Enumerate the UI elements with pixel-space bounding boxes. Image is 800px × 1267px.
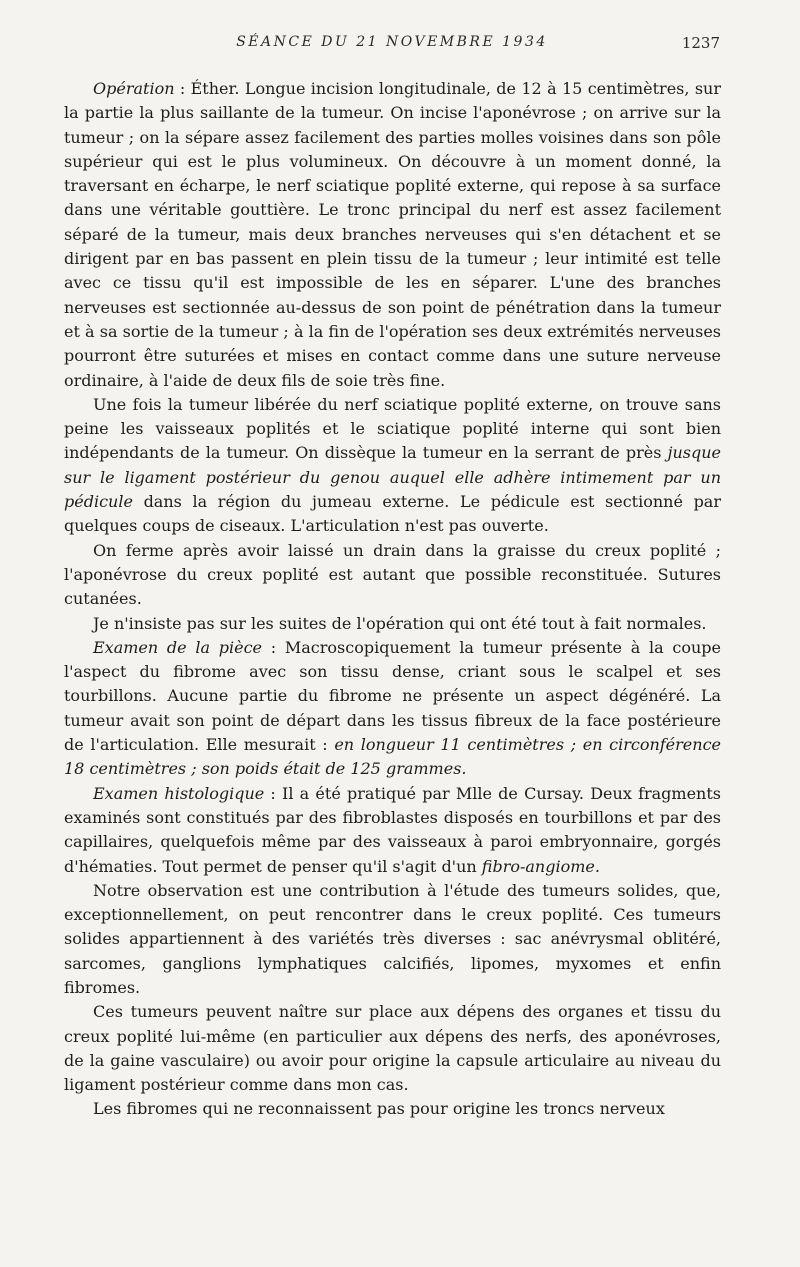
paragraph-fibromes: Les fibromes qui ne reconnaissent pas pour origine les troncs nerveux <box>93 1099 665 1119</box>
paragraph-text: dans la région du jumeau externe. Le pédicule est sectionné par quelques coups de ciseaux. L'articulation n'est pas ouverte. <box>64 492 721 536</box>
section-lead-operation: Opération <box>93 79 175 98</box>
paragraph-liberation <box>64 393 721 539</box>
running-title: SÉANCE DU 21 NOVEMBRE 1934 <box>236 34 548 50</box>
paragraph-text: : Macroscopiquement la tumeur présente à la coupe l'aspect du fibrome avec son tissu dense, criant sous le scalpel et ses tourbillons. Aucune partie du fibrome ne présente un aspect dégénéré. La tumeur avait son point de départ dans les tissus fibreux de la face postérieure de l'articulation. Elle mesurait : <box>64 637 722 755</box>
paragraph-examen-piece <box>64 636 721 782</box>
italic-diagnosis: fibro-angiome. <box>481 856 600 876</box>
paragraph-operation <box>64 77 721 393</box>
italic-measurements: en longueur 11 centimètres ; en circonférence 18 centimètres ; son poids était de 125 grammes. <box>64 735 722 779</box>
paragraph-examen-histologique <box>64 782 721 879</box>
paragraph-origine: Ces tumeurs peuvent naître sur place aux dépens des organes et tissu du creux poplité lui-même (en particulier aux dépens des nerfs, des aponévroses, de la gaine vasculaire) ou avoir pour origine la capsule articulaire au niveau du ligament postérieur comme dans mon cas. <box>64 1002 721 1095</box>
paragraph-text: Une fois la tumeur libérée du nerf sciatique poplité externe, on trouve sans peine les vaisseaux poplités et le sciatique poplité interne qui sont bien indépendants de la tumeur. On dissèque la tumeur en la serrant de près <box>64 394 721 463</box>
italic-passage: jusque sur le ligament postérieur du genou auquel elle adhère intimement par un pédicule <box>64 443 721 512</box>
body-text <box>64 77 721 1122</box>
section-lead-examen-histologique: Examen histologique <box>93 783 265 803</box>
page-number: 1237 <box>681 34 720 52</box>
paragraph-text: : Éther. Longue incision longitudinale, de 12 à 15 centimètres, sur la partie la plus saillante de la tumeur. On incise l'aponévrose ; on arrive sur la tumeur ; on la sépare assez facilement des parties molles voisines dans son pôle supérieur qui est le plus volumineux. On découvre à un moment donné, la traversant en écharpe, le nerf sciatique poplité externe, qui repose à sa surface dans une véritable gouttière. Le tronc principal du nerf est assez facilement séparé de la tumeur, mais deux branches nerveuses qui s'en détachent et se dirigent par en bas passent en plein tissu de la tumeur ; leur intimité est telle avec ce tissu qu'il est impossible de les en séparer. L'une des branches nerveuses est sectionnée au-dessus de son point de pénétration dans la tumeur et à sa sortie de la tumeur ; à la fin de l'opération ses deux extrémités nerveuses pourront être suturées et mises en contact comme dans une suture nerveuse ordinaire, à l'aide de deux fils de soie très fine. <box>64 79 721 390</box>
paragraph-text: : Il a été pratiqué par Mlle de Cursay. Deux fragments examinés sont constitués par des fibroblastes disposés en tourbillons et par des capillaires, quelquefois même par des vaisseaux à paroi embryonnaire, gorgés d'hématies. Tout permet de penser qu'il s'agit d'un <box>64 783 721 876</box>
paragraph-contribution: Notre observation est une contribution à l'étude des tumeurs solides, que, exceptionnellement, on peut rencontrer dans le creux poplité. Ces tumeurs solides appartiennent à des variétés très diverses : sac anévrysmal oblitéré, sarcomes, ganglions lymphatiques calcifiés, lipomes, myxomes et enfin fibromes. <box>64 880 721 997</box>
page-header <box>64 34 720 56</box>
section-lead-examen-piece: Examen de la pièce <box>93 637 263 657</box>
paragraph-closure: On ferme après avoir laissé un drain dans la graisse du creux poplité ; l'aponévrose du creux poplité est autant que possible reconstituée. Sutures cutanées. <box>64 540 721 609</box>
paragraph-suites: Je n'insiste pas sur les suites de l'opération qui ont été tout à fait normales. <box>93 613 707 633</box>
